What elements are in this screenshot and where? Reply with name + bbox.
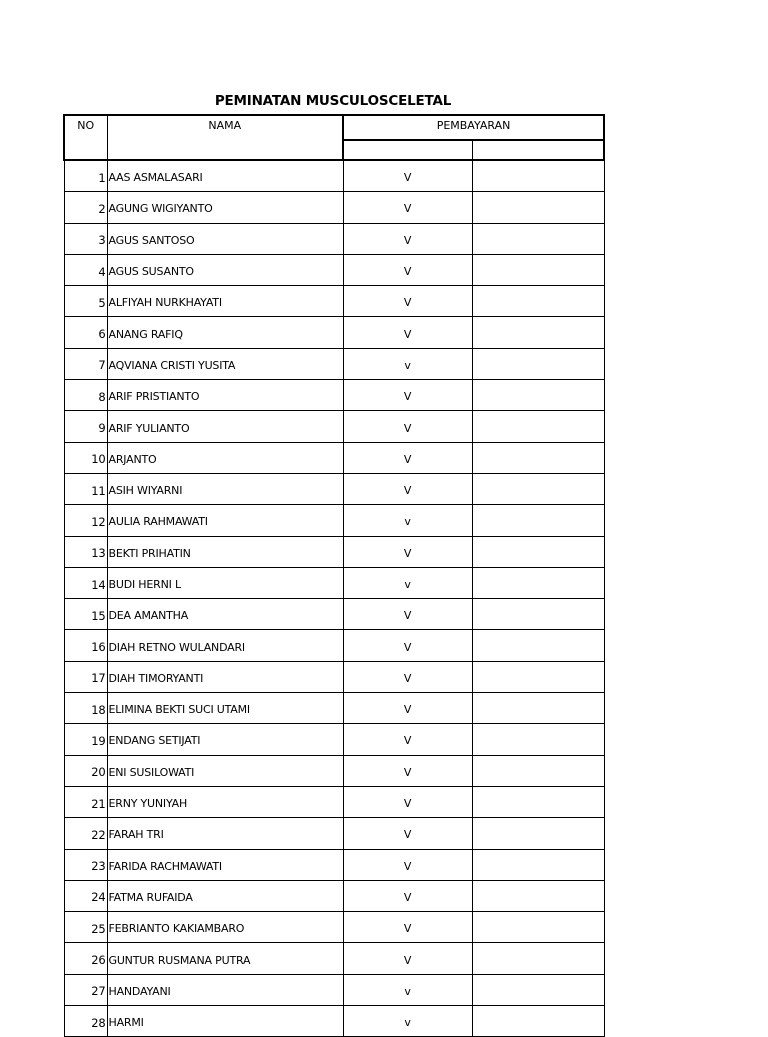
- table-row: [64, 630, 604, 661]
- row-number: 13: [64, 536, 107, 567]
- table-row: [64, 254, 604, 285]
- row-payment-empty: [472, 974, 604, 1005]
- row-payment-empty: [472, 505, 604, 536]
- table-row: [64, 1006, 604, 1037]
- row-name: ERNY YUNIYAH: [107, 786, 343, 817]
- row-number: 7: [64, 348, 107, 379]
- table-row: [64, 755, 604, 786]
- row-payment-mark: V: [343, 912, 472, 943]
- row-name: ARJANTO: [107, 442, 343, 473]
- row-payment-mark: V: [343, 630, 472, 661]
- row-payment-mark: V: [343, 599, 472, 630]
- table-row: [64, 661, 604, 692]
- row-number: 3: [64, 223, 107, 254]
- row-name: DIAH TIMORYANTI: [107, 661, 343, 692]
- row-payment-empty: [472, 254, 604, 285]
- row-payment-empty: [472, 1006, 604, 1037]
- row-payment-mark: V: [343, 880, 472, 911]
- row-name: FEBRIANTO KAKIAMBARO: [107, 912, 343, 943]
- row-payment-empty: [472, 286, 604, 317]
- row-name: DEA AMANTHA: [107, 599, 343, 630]
- table-row: [64, 286, 604, 317]
- table-row: [64, 380, 604, 411]
- row-name: ENI SUSILOWATI: [107, 755, 343, 786]
- table-row: [64, 192, 604, 223]
- row-payment-empty: [472, 755, 604, 786]
- row-number: 6: [64, 317, 107, 348]
- row-number: 5: [64, 286, 107, 317]
- row-number: 18: [64, 693, 107, 724]
- row-number: 9: [64, 411, 107, 442]
- row-payment-mark: V: [343, 536, 472, 567]
- row-payment-mark: V: [343, 223, 472, 254]
- row-payment-empty: [472, 160, 604, 192]
- row-name: ASIH WIYARNI: [107, 473, 343, 504]
- row-payment-mark: V: [343, 943, 472, 974]
- row-name: DIAH RETNO WULANDARI: [107, 630, 343, 661]
- row-payment-empty: [472, 411, 604, 442]
- row-payment-empty: [472, 724, 604, 755]
- row-number: 19: [64, 724, 107, 755]
- row-payment-mark: V: [343, 724, 472, 755]
- row-payment-mark: V: [343, 755, 472, 786]
- row-payment-empty: [472, 380, 604, 411]
- row-payment-empty: [472, 630, 604, 661]
- row-payment-mark: V: [343, 192, 472, 223]
- row-number: 27: [64, 974, 107, 1005]
- table-row: [64, 818, 604, 849]
- table-row: [64, 348, 604, 379]
- row-number: 26: [64, 943, 107, 974]
- row-payment-mark: V: [343, 317, 472, 348]
- row-name: AULIA RAHMAWATI: [107, 505, 343, 536]
- row-payment-mark: V: [343, 473, 472, 504]
- row-number: 10: [64, 442, 107, 473]
- row-payment-mark: V: [343, 380, 472, 411]
- table-row: [64, 536, 604, 567]
- row-name: ALFIYAH NURKHAYATI: [107, 286, 343, 317]
- row-number: 22: [64, 818, 107, 849]
- row-name: HANDAYANI: [107, 974, 343, 1005]
- column-header-nama: NAMA: [107, 115, 343, 160]
- table-row: [64, 599, 604, 630]
- table-header: [64, 115, 604, 160]
- row-payment-empty: [472, 661, 604, 692]
- row-name: AAS ASMALASARI: [107, 160, 343, 192]
- row-number: 11: [64, 473, 107, 504]
- row-payment-mark: v: [343, 505, 472, 536]
- table-row: [64, 473, 604, 504]
- row-payment-mark: v: [343, 1006, 472, 1037]
- pembayaran-subcolumn-1: [343, 140, 472, 160]
- row-payment-empty: [472, 348, 604, 379]
- row-number: 8: [64, 380, 107, 411]
- table-row: [64, 411, 604, 442]
- row-payment-empty: [472, 473, 604, 504]
- row-payment-mark: V: [343, 411, 472, 442]
- table-row: [64, 943, 604, 974]
- row-number: 25: [64, 912, 107, 943]
- table-row: [64, 880, 604, 911]
- row-name: HARMI: [107, 1006, 343, 1037]
- row-name: BUDI HERNI L: [107, 567, 343, 598]
- row-payment-empty: [472, 536, 604, 567]
- row-payment-mark: V: [343, 160, 472, 192]
- row-number: 12: [64, 505, 107, 536]
- row-number: 20: [64, 755, 107, 786]
- table-row: [64, 505, 604, 536]
- row-number: 24: [64, 880, 107, 911]
- row-payment-mark: V: [343, 442, 472, 473]
- table-row: [64, 974, 604, 1005]
- row-payment-mark: V: [343, 786, 472, 817]
- row-name: FARAH TRI: [107, 818, 343, 849]
- row-payment-mark: v: [343, 567, 472, 598]
- row-name: ELIMINA BEKTI SUCI UTAMI: [107, 693, 343, 724]
- row-payment-mark: v: [343, 348, 472, 379]
- row-payment-empty: [472, 442, 604, 473]
- row-payment-empty: [472, 223, 604, 254]
- row-number: 1: [64, 160, 107, 192]
- row-name: FARIDA RACHMAWATI: [107, 849, 343, 880]
- row-number: 17: [64, 661, 107, 692]
- table-body: [64, 160, 604, 1037]
- table-row: [64, 567, 604, 598]
- column-header-no: NO: [64, 115, 107, 160]
- row-number: 4: [64, 254, 107, 285]
- row-name: GUNTUR RUSMANA PUTRA: [107, 943, 343, 974]
- table-row: [64, 160, 604, 192]
- row-name: AGUS SUSANTO: [107, 254, 343, 285]
- row-payment-mark: v: [343, 974, 472, 1005]
- row-payment-mark: V: [343, 693, 472, 724]
- row-name: ANANG RAFIQ: [107, 317, 343, 348]
- column-header-pembayaran: PEMBAYARAN: [343, 115, 604, 140]
- table-row: [64, 442, 604, 473]
- row-number: 21: [64, 786, 107, 817]
- row-name: AQVIANA CRISTI YUSITA: [107, 348, 343, 379]
- pembayaran-subcolumn-2: [472, 140, 604, 160]
- row-payment-empty: [472, 599, 604, 630]
- row-name: ARIF YULIANTO: [107, 411, 343, 442]
- row-payment-mark: V: [343, 849, 472, 880]
- table-row: [64, 849, 604, 880]
- row-number: 14: [64, 567, 107, 598]
- table-row: [64, 912, 604, 943]
- table-row: [64, 724, 604, 755]
- row-payment-mark: V: [343, 254, 472, 285]
- row-payment-empty: [472, 192, 604, 223]
- row-payment-mark: V: [343, 661, 472, 692]
- table-row: [64, 317, 604, 348]
- table-row: [64, 786, 604, 817]
- row-payment-empty: [472, 818, 604, 849]
- row-number: 2: [64, 192, 107, 223]
- row-number: 15: [64, 599, 107, 630]
- row-number: 23: [64, 849, 107, 880]
- row-payment-empty: [472, 943, 604, 974]
- row-name: AGUS SANTOSO: [107, 223, 343, 254]
- row-payment-empty: [472, 693, 604, 724]
- row-payment-empty: [472, 880, 604, 911]
- document-title: PEMINATAN MUSCULOSCELETAL: [214, 93, 452, 109]
- payment-table: [63, 114, 605, 1037]
- table-row: [64, 693, 604, 724]
- row-number: 28: [64, 1006, 107, 1037]
- row-name: ENDANG SETIJATI: [107, 724, 343, 755]
- table-row: [64, 223, 604, 254]
- row-payment-empty: [472, 912, 604, 943]
- row-payment-empty: [472, 317, 604, 348]
- row-payment-empty: [472, 849, 604, 880]
- row-name: FATMA RUFAIDA: [107, 880, 343, 911]
- row-payment-empty: [472, 786, 604, 817]
- row-number: 16: [64, 630, 107, 661]
- row-payment-mark: V: [343, 818, 472, 849]
- row-payment-empty: [472, 567, 604, 598]
- row-name: BEKTI PRIHATIN: [107, 536, 343, 567]
- row-name: AGUNG WIGIYANTO: [107, 192, 343, 223]
- row-payment-mark: V: [343, 286, 472, 317]
- row-name: ARIF PRISTIANTO: [107, 380, 343, 411]
